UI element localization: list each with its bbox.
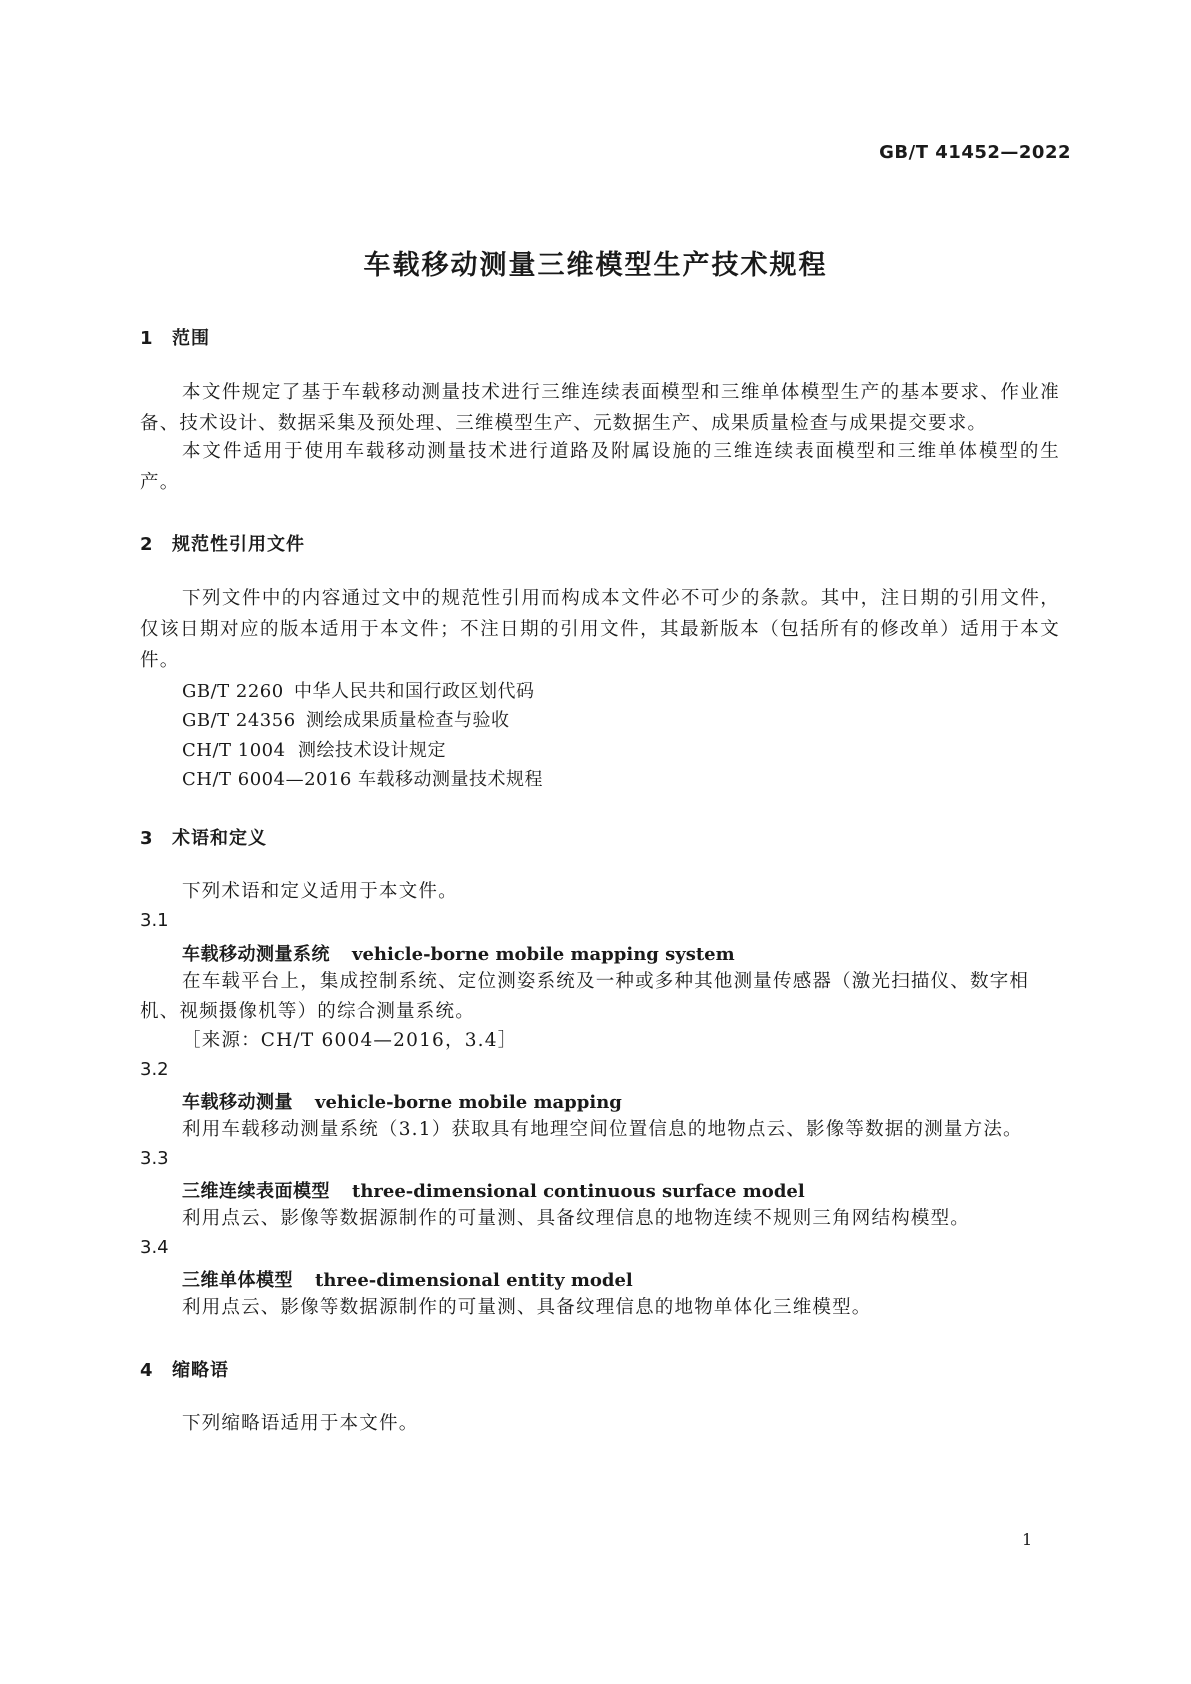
section-4-heading — [140, 1356, 229, 1382]
term-zh: 车载移动测量 — [182, 1092, 293, 1113]
section-number: 3 — [140, 828, 154, 849]
paragraph-text: 下列文件中的内容通过文中的规范性引用而构成本文件必不可少的条款。其中，注日期的引用文件，仅该日期对应的版本适用于本文件；不注日期的引用文件，其最新版本（包括所有的修改单）适用于本文件。 — [140, 588, 1060, 671]
normative-reference — [182, 765, 543, 791]
normative-reference — [182, 736, 446, 762]
document-title: 车载移动测量三维模型生产技术规程 — [363, 250, 828, 281]
term-source: ［来源：CH/T 6004—2016，3.4］ — [182, 1030, 518, 1051]
paragraph-text: 本文件规定了基于车载移动测量技术进行三维连续表面模型和三维单体模型生产的基本要求、作业准备、技术设计、数据采集及预处理、三维模型生产、元数据生产、成果质量检查与成果提交要求。 — [140, 382, 1060, 434]
section-number: 4 — [140, 1360, 154, 1381]
term-definition: 利用车载移动测量系统（3.1）获取具有地理空间位置信息的地物点云、影像等数据的测量方法。 — [182, 1119, 1023, 1140]
term-definition: 利用点云、影像等数据源制作的可量测、具备纹理信息的地物连续不规则三角网结构模型。 — [182, 1208, 971, 1229]
section-3-heading — [140, 824, 267, 850]
term-title — [182, 940, 735, 966]
section-3-intro: 下列术语和定义适用于本文件。 — [182, 881, 458, 902]
term-zh: 三维连续表面模型 — [182, 1181, 330, 1202]
term-number: 3.1 — [140, 910, 169, 931]
reference-code: CH/T 1004 — [182, 740, 286, 761]
section-title: 规范性引用文件 — [172, 534, 305, 555]
section-title: 术语和定义 — [172, 828, 267, 849]
section-1-heading — [140, 324, 210, 350]
section-number: 1 — [140, 328, 154, 349]
term-number: 3.4 — [140, 1237, 169, 1258]
standard-number: GB/T 41452—2022 — [879, 142, 1071, 163]
section-number: 2 — [140, 534, 154, 555]
term-en: vehicle-borne mobile mapping system — [352, 944, 735, 965]
reference-name: 测绘技术设计规定 — [298, 740, 446, 761]
section-4-intro: 下列缩略语适用于本文件。 — [182, 1413, 419, 1434]
normative-reference — [182, 677, 535, 703]
term-number: 3.2 — [140, 1059, 169, 1080]
section-2-heading — [140, 530, 305, 556]
normative-reference — [182, 706, 510, 732]
term-definition-continued: 机、视频摄像机等）的综合测量系统。 — [140, 1001, 475, 1022]
section-1-para-2 — [140, 436, 1060, 498]
section-2-para-1 — [140, 583, 1060, 676]
term-title — [182, 1177, 805, 1203]
term-number: 3.3 — [140, 1148, 169, 1169]
term-en: vehicle-borne mobile mapping — [315, 1092, 622, 1113]
paragraph-text: 本文件适用于使用车载移动测量技术进行道路及附属设施的三维连续表面模型和三维单体模型的生产。 — [140, 441, 1060, 493]
term-zh: 三维单体模型 — [182, 1270, 293, 1291]
term-title — [182, 1088, 622, 1114]
section-1-para-1 — [140, 377, 1060, 439]
reference-name: 中华人民共和国行政区划代码 — [294, 681, 535, 702]
reference-name: 车载移动测量技术规程 — [358, 769, 543, 790]
section-title: 范围 — [172, 328, 210, 349]
term-definition: 在车载平台上，集成控制系统、定位测姿系统及一种或多种其他测量传感器（激光扫描仪、数字相 — [182, 971, 1030, 992]
reference-code: GB/T 2260 — [182, 681, 284, 702]
reference-code: CH/T 6004—2016 — [182, 769, 352, 790]
page-number: 1 — [1022, 1530, 1033, 1549]
term-definition: 利用点云、影像等数据源制作的可量测、具备纹理信息的地物单体化三维模型。 — [182, 1297, 872, 1318]
section-title: 缩略语 — [172, 1360, 229, 1381]
term-title — [182, 1266, 633, 1292]
term-zh: 车载移动测量系统 — [182, 944, 330, 965]
reference-name: 测绘成果质量检查与验收 — [306, 710, 510, 731]
term-en: three-dimensional entity model — [315, 1270, 633, 1291]
reference-code: GB/T 24356 — [182, 710, 296, 731]
term-en: three-dimensional continuous surface model — [352, 1181, 805, 1202]
